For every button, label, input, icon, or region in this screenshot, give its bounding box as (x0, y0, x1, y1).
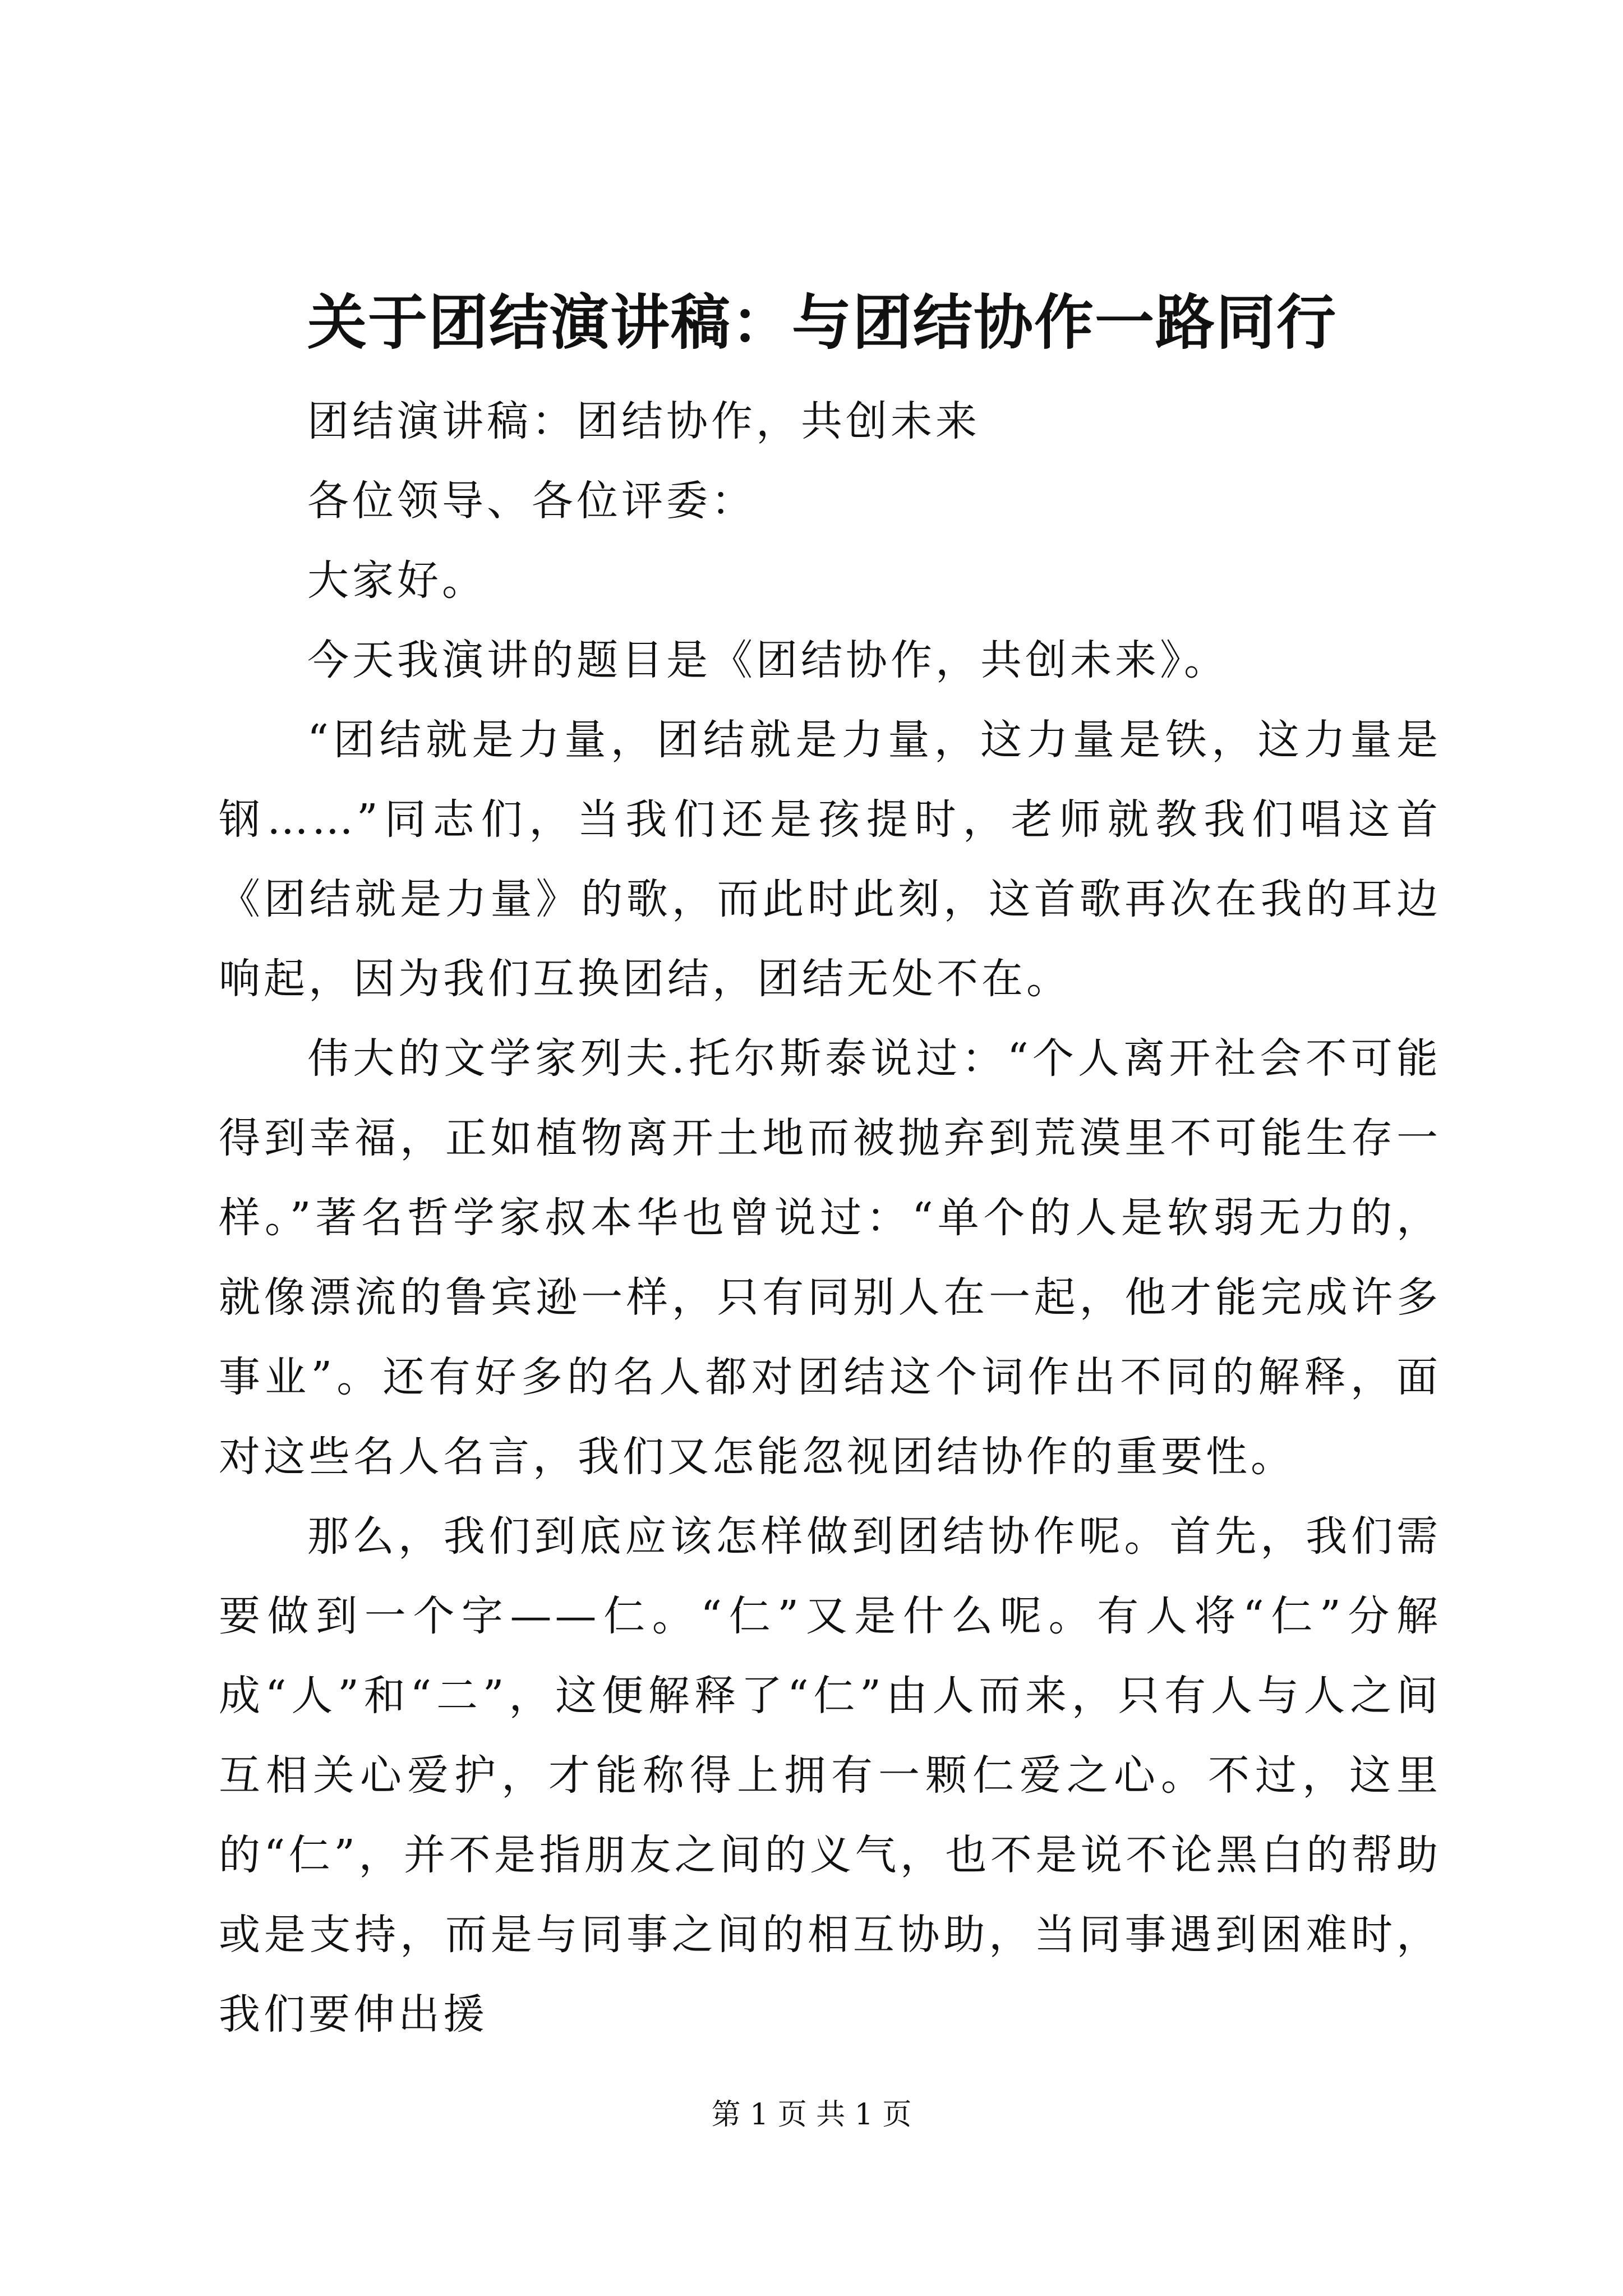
paragraph-ren: 那么，我们到底应该怎样做到团结协作呢。首先，我们需要做到一个字——仁。“仁”又是什么呢。有人将“仁”分解成“人”和“二”，这便解释了“仁”由人而来，只有人与人之间互相关心爱护，才能称得上拥有一颗仁爱之心。不过，这里的“仁”，并不是指朋友之间的义气，也不是说不论黑白的帮助或是支持，而是与同事之间的相互协助，当同事遇到困难时，我们要伸出援 (219, 1512, 1441, 2039)
paragraph-greeting: 大家好。 (307, 556, 487, 605)
paragraph-salutation: 各位领导、各位评委： (307, 477, 756, 525)
paragraph-quotes: 伟大的文学家列夫.托尔斯泰说过：“个人离开社会不可能得到幸福，正如植物离开土地而被抛弃到荒漠里不可能生存一样。”著名哲学家叔本华也曾说过：“单个的人是软弱无力的，就像漂流的鲁宾逊一样，只有同别人在一起，他才能完成许多事业”。还有好多的名人都对团结这个词作出不同的解释，面对这些名人名言，我们又怎能忽视团结协作的重要性。 (219, 1034, 1441, 1481)
paragraph-topic: 今天我演讲的题目是《团结协作，共创未来》。 (307, 636, 1229, 684)
page-number-footer: 第 1 页 共 1 页 (711, 2098, 912, 2132)
document-body (219, 381, 1441, 2054)
paragraph-song: “团结就是力量，团结就是力量，这力量是铁，这力量是钢……”同志们，当我们还是孩提时，老师就教我们唱这首《团结就是力量》的歌，而此时此刻，这首歌再次在我的耳边响起，因为我们互换团结，团结无处不在。 (219, 716, 1441, 1003)
paragraph-subtitle: 团结演讲稿：团结协作，共创未来 (307, 397, 980, 445)
document-title: 关于团结演讲稿：与团结协作一路同行 (307, 287, 1337, 357)
